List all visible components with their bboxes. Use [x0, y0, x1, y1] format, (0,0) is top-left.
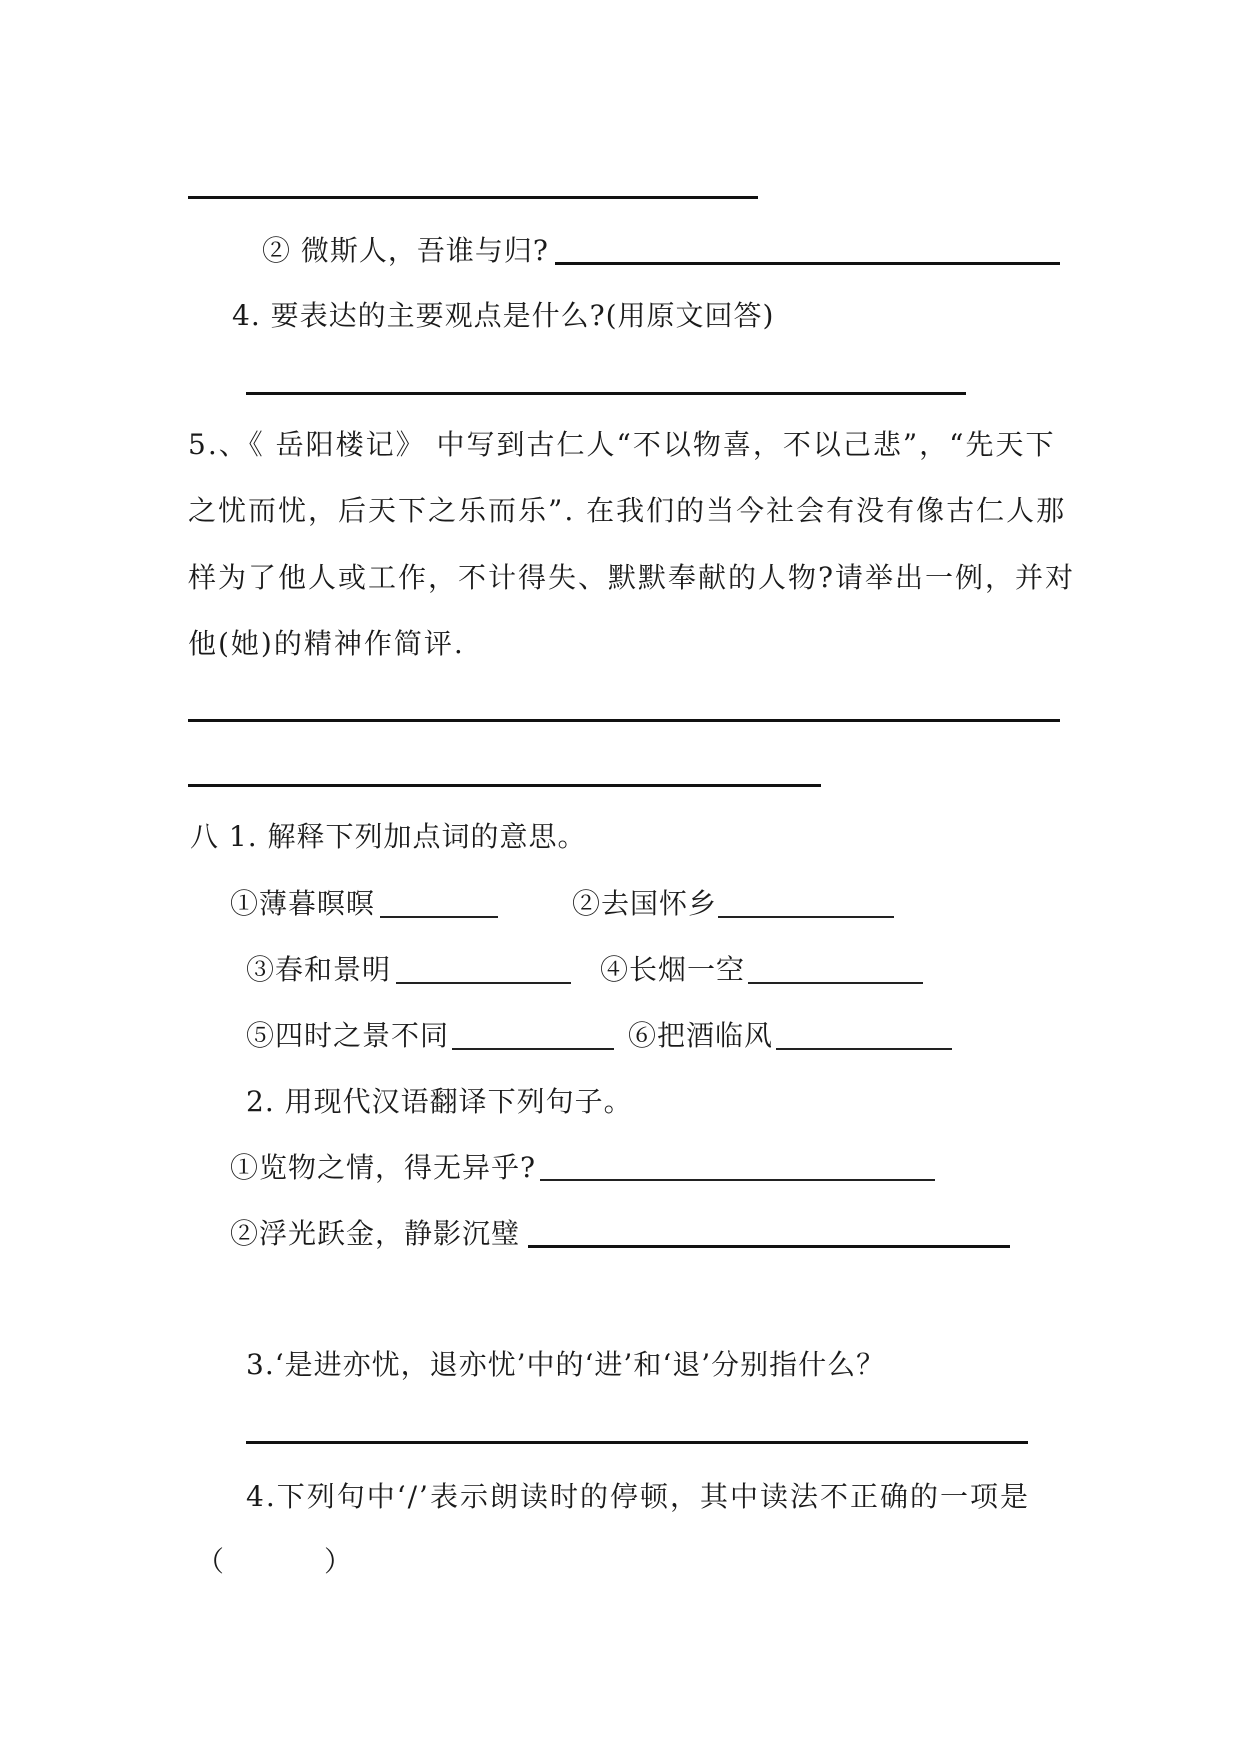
word-item: ①薄暮暝暝 [230, 887, 376, 920]
question-item: ② 微斯人，吾谁与归? [262, 234, 549, 267]
word-item: ②去国怀乡 [572, 887, 718, 920]
question-text: 他(她)的精神作简评. [188, 627, 465, 660]
answer-blank[interactable]: （ ） [196, 1545, 354, 1578]
question-text: 2. 用现代汉语翻译下列句子。 [246, 1085, 633, 1118]
answer-line[interactable] [188, 784, 821, 787]
answer-line[interactable] [776, 1048, 952, 1050]
question-text: 4.下列句中‘/’表示朗读时的停顿，其中读法不正确的一项是 [246, 1480, 1030, 1513]
question-item: ①览物之情，得无异乎? [230, 1151, 537, 1184]
question-text: 之忧而忧，后天下之乐而乐”. 在我们的当今社会有没有像古仁人那 [188, 494, 1067, 527]
answer-line[interactable] [555, 262, 1060, 265]
word-item: ④长烟一空 [600, 953, 746, 986]
section-heading: 八 1. 解释下列加点词的意思。 [190, 820, 587, 853]
answer-line[interactable] [528, 1245, 1010, 1248]
question-text: 5.、《 岳阳楼记》 中写到古仁人“不以物喜，不以己悲”，“先天下 [188, 428, 1056, 461]
word-item: ⑥把酒临风 [628, 1019, 774, 1052]
answer-line[interactable] [452, 1048, 614, 1050]
answer-line[interactable] [380, 916, 498, 918]
word-item: ③春和景明 [246, 953, 392, 986]
answer-line [188, 196, 758, 199]
answer-line[interactable] [540, 1179, 935, 1181]
question-item: ②浮光跃金，静影沉璧 [230, 1217, 521, 1250]
answer-line[interactable] [188, 719, 1060, 722]
answer-line[interactable] [396, 982, 571, 984]
question-text: 4. 要表达的主要观点是什么?(用原文回答) [232, 299, 775, 332]
question-text: 3.‘是进亦忧，退亦忧’中的‘进’和‘退’分别指什么？ [246, 1348, 886, 1381]
answer-line[interactable] [246, 1441, 1028, 1444]
answer-line[interactable] [718, 916, 894, 918]
answer-line[interactable] [748, 982, 923, 984]
answer-line[interactable] [246, 392, 966, 395]
word-item: ⑤四时之景不同 [246, 1019, 450, 1052]
question-text: 样为了他人或工作，不计得失、默默奉献的人物?请举出一例，并对 [188, 561, 1076, 594]
